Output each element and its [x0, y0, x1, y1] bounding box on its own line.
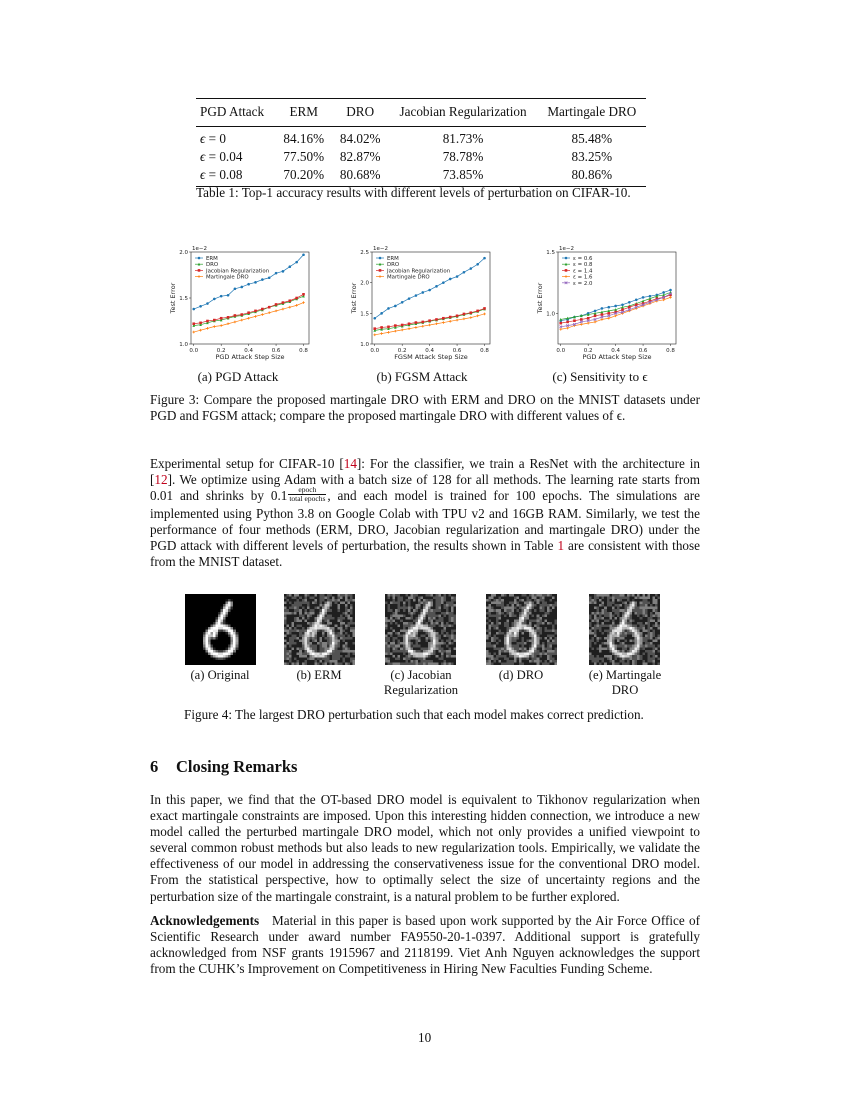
data-point [380, 332, 383, 335]
x-tick-label: 0.0 [189, 348, 199, 354]
results-table [196, 98, 646, 187]
data-point [421, 325, 424, 328]
data-point [415, 326, 418, 329]
data-point [566, 327, 569, 330]
x-tick-label: 0.6 [271, 348, 281, 354]
data-point [213, 325, 216, 328]
data-point [254, 315, 257, 318]
y-tick-label: 1.0 [360, 342, 369, 348]
data-point [442, 321, 445, 324]
table-cell: 80.68% [332, 166, 388, 187]
data-point [234, 321, 237, 324]
y-axis-label: Test Error [169, 282, 177, 314]
x-axis-label: PGD Attack Step Size [215, 353, 285, 361]
page-number: 10 [418, 1030, 432, 1045]
legend-label: ε = 2.0 [573, 280, 593, 287]
digit-image-martingale [589, 594, 660, 665]
x-tick-label: 0.0 [370, 348, 380, 354]
data-point [275, 272, 278, 275]
data-point [401, 324, 404, 327]
legend-label: ε = 1.4 [573, 268, 593, 275]
data-point [240, 313, 243, 316]
table-row-label: ϵ = 0 [200, 131, 226, 146]
data-point [247, 317, 250, 320]
data-point [198, 257, 201, 260]
data-point [394, 305, 397, 308]
data-point [463, 318, 466, 321]
citation-link[interactable]: 14 [343, 456, 357, 471]
data-point [261, 308, 264, 311]
legend-label: Jacobian Regularization [206, 268, 270, 275]
acknowledgements-body: Material in this paper is based upon work supported by the Air Force Office of Scientific Research under award number FA9550-20-1-0397. Additional support is gratefully acknowledged from NSF grants 1915967 and 2118199. Viet Anh Nguyen acknowledges the support from the CUHK’s Improvement on Competitiveness in Hiring New Faculties Funding Scheme. [150, 913, 700, 977]
data-point [234, 288, 237, 291]
data-point [227, 316, 230, 319]
data-point [282, 301, 285, 304]
data-point [261, 313, 264, 316]
axis-scale-label: 1e−2 [373, 246, 388, 252]
data-point [662, 299, 665, 302]
digit-image-original [185, 594, 256, 665]
y-axis-label: Test Error [536, 282, 544, 314]
data-point [199, 305, 202, 308]
data-point [275, 310, 278, 313]
y-tick-label: 1.0 [179, 342, 188, 348]
table-cell: 77.50% [283, 149, 325, 164]
x-axis-label: FGSM Attack Step Size [394, 353, 468, 361]
data-point [302, 301, 305, 304]
data-point [254, 281, 257, 284]
data-point [295, 261, 298, 264]
data-point [387, 307, 390, 310]
table-cell: 85.48% [571, 131, 613, 146]
data-point [421, 291, 424, 294]
acknowledgements-paragraph [150, 913, 700, 977]
data-point [261, 278, 264, 281]
data-point [421, 321, 424, 324]
series-markers [192, 293, 304, 325]
subcaption-sensitivity: (c) Sensitivity to ϵ [552, 369, 648, 384]
data-point [435, 318, 438, 321]
x-tick-label: 0.8 [666, 348, 675, 354]
data-point [199, 322, 202, 325]
data-point [373, 317, 376, 320]
legend-label: Martingale DRO [206, 274, 249, 281]
table-cell: 78.78% [442, 149, 484, 164]
legend-label: ε = 0.8 [573, 262, 593, 269]
acknowledgements-heading: Acknowledgements [150, 913, 260, 928]
data-point [614, 314, 617, 317]
y-tick-label: 2.5 [360, 250, 369, 256]
data-point [220, 324, 223, 327]
data-point [442, 281, 445, 284]
data-point [387, 331, 390, 334]
y-axis-label: Test Error [350, 282, 358, 314]
section-title: Closing Remarks [176, 757, 298, 776]
table-cell: 81.73% [442, 131, 484, 146]
legend-label: ERM [387, 256, 399, 262]
data-point [408, 322, 411, 325]
table-cell: 84.16% [283, 131, 325, 146]
data-point [428, 289, 431, 292]
x-tick-label: 0.6 [638, 348, 648, 354]
table-row [196, 148, 646, 166]
table-caption: Table 1: Top-1 accuracy results with different levels of perturbation on CIFAR-10. [196, 185, 631, 200]
data-point [594, 321, 597, 324]
table-row-label: ϵ = 0.04 [200, 149, 243, 164]
data-point [449, 320, 452, 323]
data-point [282, 308, 285, 311]
data-point [295, 297, 298, 300]
table-header-row [196, 99, 646, 127]
table-row-label: ϵ = 0.08 [196, 166, 275, 187]
data-point [435, 322, 438, 325]
table-cell: 73.85% [388, 166, 537, 187]
subcaption-fgsm-attack: (b) FGSM Attack [376, 369, 468, 384]
data-point [302, 253, 305, 256]
figure3-caption: Figure 3: Compare the proposed martingale DRO with ERM and DRO on the MNIST datasets under PGD and FGSM attack; compare the proposed martingale DRO with different values of ϵ. [150, 392, 700, 424]
data-point [380, 326, 383, 329]
data-point [408, 297, 411, 300]
data-point [565, 257, 568, 260]
data-point [559, 322, 562, 325]
data-point [607, 306, 610, 309]
x-tick-label: 0.2 [583, 348, 593, 354]
data-point [268, 306, 271, 309]
data-point [456, 319, 459, 322]
data-point [456, 275, 459, 278]
data-point [288, 299, 291, 302]
table-header-cell: DRO [332, 99, 388, 127]
table-ref-link[interactable]: 1 [557, 537, 565, 553]
table-cell: 82.87% [339, 149, 381, 164]
legend-label: DRO [387, 262, 400, 269]
x-tick-label: 0.4 [425, 348, 435, 354]
data-point [408, 327, 411, 330]
data-point [268, 311, 271, 314]
chart-sensitivity [530, 240, 690, 366]
axis-scale-label: 1e−2 [192, 246, 207, 252]
data-point [449, 278, 452, 281]
data-point [442, 317, 445, 320]
data-point [227, 294, 230, 297]
table-row [196, 166, 646, 187]
digit-image-jacobian [385, 594, 456, 665]
data-point [565, 275, 568, 278]
subcaption-erm: (b) ERM [296, 668, 342, 682]
subcaption-dro: (d) DRO [498, 668, 544, 682]
data-point [199, 329, 202, 332]
data-point [275, 303, 278, 306]
data-point [635, 299, 638, 302]
data-point [295, 304, 298, 307]
x-tick-label: 0.6 [452, 348, 462, 354]
legend-label: Jacobian Regularization [387, 268, 451, 275]
digit-image-erm [284, 594, 355, 665]
data-point [428, 319, 431, 322]
section-number: 6 [150, 757, 159, 776]
closing-remarks-paragraph: In this paper, we find that the OT-based DRO model is equivalent to Tikhonov regularization when exact martingale constraints are imposed. Upon this interesting hidden connection, we introduce a new model called the perturbed martingale DRO model, which not only provides a unified viewpoint to several common robust methods but also leads to new regularization tools. Empirically, we validate the effectiveness of our model in addressing the conservativeness issue for the conventional DRO model. From the statistical perspective, how to optimally select the size of uncertainty regions and the perturbation size of the martingale constraint, is a natural problem to be further explored. [150, 792, 700, 904]
data-point [469, 316, 472, 319]
legend-label: Martingale DRO [387, 274, 430, 281]
y-tick-label: 1.5 [360, 311, 369, 318]
fraction: $\frac{\text{epoch}}{\text{total epochs}}$ [289, 484, 326, 503]
data-point [192, 308, 195, 311]
setup-paragraph: Experimental setup for CIFAR-10 [14]: For the classifier, we train a ResNet with the architecture in [12]. We optimize using Adam with a batch size of 128 for all methods. The learning rate starts from 0.01 and shrinks by 0.1 $\frac{\text{epoch}}{\text{total epochs}}$ , and each model is trained for 100 epochs. The simulations are implemented using Python 3.8 on Google Colab with TPU v2 and 16GB RAM. Similarly, we test the performance of four methods (ERM, DRO, Jacobian regularization and martingale DRO) under the PGD attack with different levels of perturbation, the results shown in Table 1 are consistent with those from the MNIST dataset. [150, 456, 700, 569]
data-point [288, 265, 291, 268]
data-point [192, 331, 195, 334]
data-point [198, 275, 201, 278]
data-point [288, 306, 291, 309]
data-point [206, 327, 209, 330]
data-point [373, 327, 376, 330]
data-point [601, 318, 604, 321]
data-point [456, 314, 459, 317]
data-point [220, 317, 223, 320]
x-tick-label: 0.8 [480, 348, 489, 354]
table-cell: 80.86% [538, 166, 646, 187]
table-row [196, 127, 646, 149]
table-cell: 70.20% [275, 166, 331, 187]
data-point [213, 319, 216, 322]
data-point [601, 307, 604, 310]
data-point [566, 321, 569, 324]
data-point [220, 295, 223, 298]
y-tick-label: 1.5 [546, 250, 555, 256]
y-tick-label: 1.0 [546, 311, 555, 318]
data-point [621, 308, 624, 311]
table-header-cell: Martingale DRO [538, 99, 646, 127]
data-point [254, 310, 257, 313]
data-point [192, 322, 195, 325]
data-point [401, 301, 404, 304]
data-point [614, 305, 617, 308]
data-point [580, 318, 583, 321]
x-tick-label: 0.8 [299, 348, 308, 354]
data-point [628, 301, 631, 304]
data-point [476, 314, 479, 317]
data-point [227, 322, 230, 325]
data-point [476, 263, 479, 266]
table-header-cell: PGD Attack [196, 99, 275, 127]
data-point [635, 303, 638, 306]
table-header-cell: ERM [275, 99, 331, 127]
data-point [449, 316, 452, 319]
subcaption-martingale: (e) Martingale DRO [588, 668, 662, 697]
data-point [463, 271, 466, 274]
subcaption-pgd-attack: (a) PGD Attack [197, 369, 279, 384]
subcaption-jacobian: (c) Jacobian Regularization [383, 668, 459, 697]
series-markers [373, 313, 485, 336]
x-tick-label: 0.4 [244, 348, 254, 354]
x-tick-label: 0.2 [397, 348, 407, 354]
table-cell: 83.25% [571, 149, 613, 164]
y-tick-label: 1.5 [179, 296, 188, 302]
citation-link[interactable]: 12 [154, 472, 168, 488]
data-point [415, 294, 418, 297]
data-point [240, 286, 243, 289]
data-point [234, 314, 237, 317]
data-point [206, 320, 209, 323]
data-point [601, 313, 604, 316]
data-point [379, 275, 382, 278]
data-point [268, 276, 271, 279]
data-point [580, 323, 583, 326]
y-tick-label: 2.0 [179, 250, 188, 256]
series-markers [192, 301, 304, 333]
data-point [642, 296, 645, 299]
legend-label: ε = 0.6 [573, 256, 593, 262]
data-point [380, 312, 383, 315]
x-axis-label: PGD Attack Step Size [582, 353, 652, 361]
table-cell: 84.02% [339, 131, 381, 146]
subcaption-original: (a) Original [190, 668, 250, 682]
data-point [401, 329, 404, 332]
data-point [469, 311, 472, 314]
legend-label: ERM [206, 256, 218, 262]
data-point [587, 322, 590, 325]
data-point [587, 317, 590, 320]
data-point [463, 313, 466, 316]
data-point [247, 311, 250, 314]
legend-label: ε = 1.6 [573, 274, 593, 281]
data-point [302, 293, 305, 296]
data-point [628, 306, 631, 309]
data-point [394, 330, 397, 333]
data-point [373, 334, 376, 337]
series-line [194, 296, 304, 325]
digit-image-dro [486, 594, 557, 665]
data-point [594, 314, 597, 317]
x-tick-label: 0.2 [216, 348, 226, 354]
x-tick-label: 0.0 [556, 348, 566, 354]
figure4-caption: Figure 4: The largest DRO perturbation such that each model makes correct prediction. [184, 707, 644, 722]
data-point [206, 302, 209, 305]
data-point [213, 298, 216, 301]
data-point [379, 269, 382, 272]
data-point [394, 324, 397, 327]
data-point [483, 307, 486, 310]
table-header-cell: Jacobian Regularization [388, 99, 537, 127]
chart-fgsm-attack [344, 240, 504, 366]
data-point [669, 296, 672, 299]
data-point [607, 317, 610, 320]
data-point [607, 312, 610, 315]
data-point [483, 257, 486, 260]
data-point [476, 310, 479, 313]
data-point [435, 285, 438, 288]
data-point [379, 257, 382, 260]
axis-scale-label: 1e−2 [559, 246, 574, 252]
data-point [198, 269, 201, 272]
y-tick-label: 2.0 [360, 280, 369, 287]
data-point [483, 313, 486, 316]
data-point [573, 319, 576, 322]
x-tick-label: 0.4 [611, 348, 621, 354]
data-point [559, 328, 562, 331]
data-point [428, 324, 431, 327]
data-point [387, 326, 390, 329]
data-point [415, 321, 418, 324]
data-point [247, 283, 250, 286]
data-point [469, 267, 472, 270]
chart-pgd-attack [163, 240, 323, 366]
data-point [240, 319, 243, 322]
data-point [565, 269, 568, 272]
data-point [282, 270, 285, 273]
legend-label: DRO [206, 262, 219, 269]
